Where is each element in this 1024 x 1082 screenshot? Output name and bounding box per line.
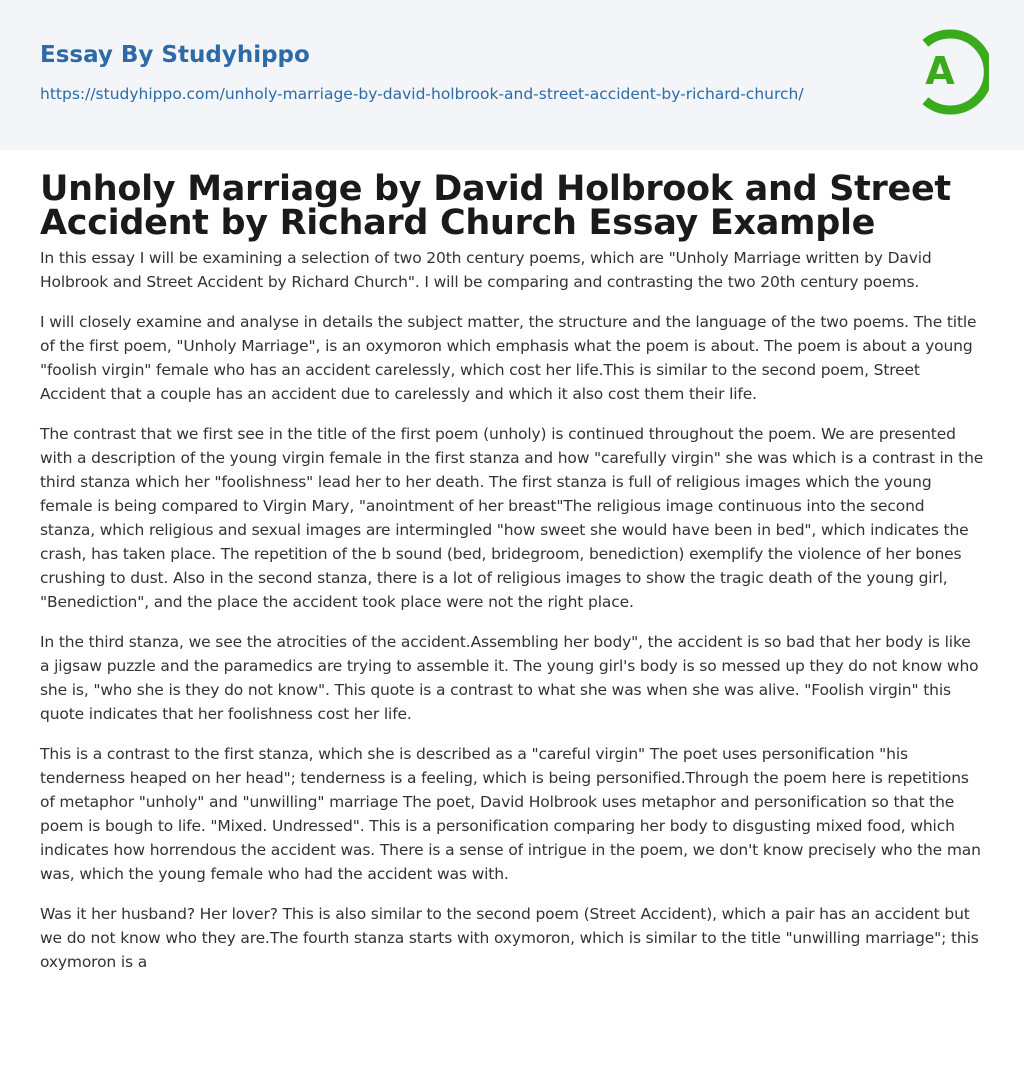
source-url-link[interactable]: https://studyhippo.com/unholy-marriage-by-david-holbrook-and-street-accident-by-richard-church/ [40,85,804,103]
site-brand[interactable]: Essay By Studyhippo [40,42,310,68]
article-paragraph: The contrast that we first see in the title of the first poem (unholy) is continued throughout the poem. We are presented with a description of the young virgin female in the first stanza and how "carefully virgin" she was which is a contrast in the third stanza which her "foolishness" lead her to her death. The first stanza is full of religious images which the young female is being compared to Virgin Mary, "anointment of her breast"The religious image continuous into the second stanza, which religious and sexual images are intermingled "how sweet she would have been in bed", which indicates the crash, has taken place. The repetition of the b sound (bed, bridegroom, benediction) exemplify the violence of her bones crushing to dust. Also in the second stanza, there is a lot of religious images to show the tragic death of the young girl, "Benediction", and the place the accident took place were not the right place. [40,425,984,611]
article-paragraph: I will closely examine and analyse in details the subject matter, the structure and the language of the two poems. The title of the first poem, "Unholy Marriage", is an oxymoron which emphasis what the poem is about. The poem is about a young "foolish virgin" female who has an accident carelessly, which cost her life.This is similar to the second poem, Street Accident that a couple has an accident due to carelessly and which it also cost them their life. [40,313,977,403]
site-header [0,0,1024,150]
studyhippo-logo-icon[interactable] [909,28,989,116]
article-paragraph: This is a contrast to the first stanza, which she is described as a "careful virgin" The poet uses personification "his tenderness heaped on her head"; tenderness is a feeling, which is being personified.Through the poem here is repetitions of metaphor "unholy" and "unwilling" marriage The poet, David Holbrook uses metaphor and personification so that the poem is bough to life. "Mixed. Undressed". This is a personification comparing her body to disgusting mixed food, which indicates how horrendous the accident was. There is a sense of intrigue in the poem, we don't know precisely who the man was, which the young female who had the accident was with. [40,745,981,883]
logo-letter: A [925,49,955,93]
article-paragraph: Was it her husband? Her lover? This is also similar to the second poem (Street Accident), which a pair has an accident but we do not know who they are.The fourth stanza starts with oxymoron, which is similar to the title "unwilling marriage"; this oxymoron is a [40,905,979,971]
article-body [0,169,1024,974]
article-title: Unholy Marriage by David Holbrook and Street Accident by Richard Church Essay Example [40,169,951,243]
article-paragraph: In the third stanza, we see the atrocities of the accident.Assembling her body", the accident is so bad that her body is like a jigsaw puzzle and the paramedics are trying to assemble it. The young girl's body is so messed up they do not know who she is, "who she is they do not know". This quote is a contrast to what she was when she was alive. "Foolish virgin" this quote indicates that her foolishness cost her life. [40,633,979,723]
article-paragraph: In this essay I will be examining a selection of two 20th century poems, which are "Unholy Marriage written by David Holbrook and Street Accident by Richard Church". I will be comparing and contrasting the two 20th century poems. [40,249,932,291]
